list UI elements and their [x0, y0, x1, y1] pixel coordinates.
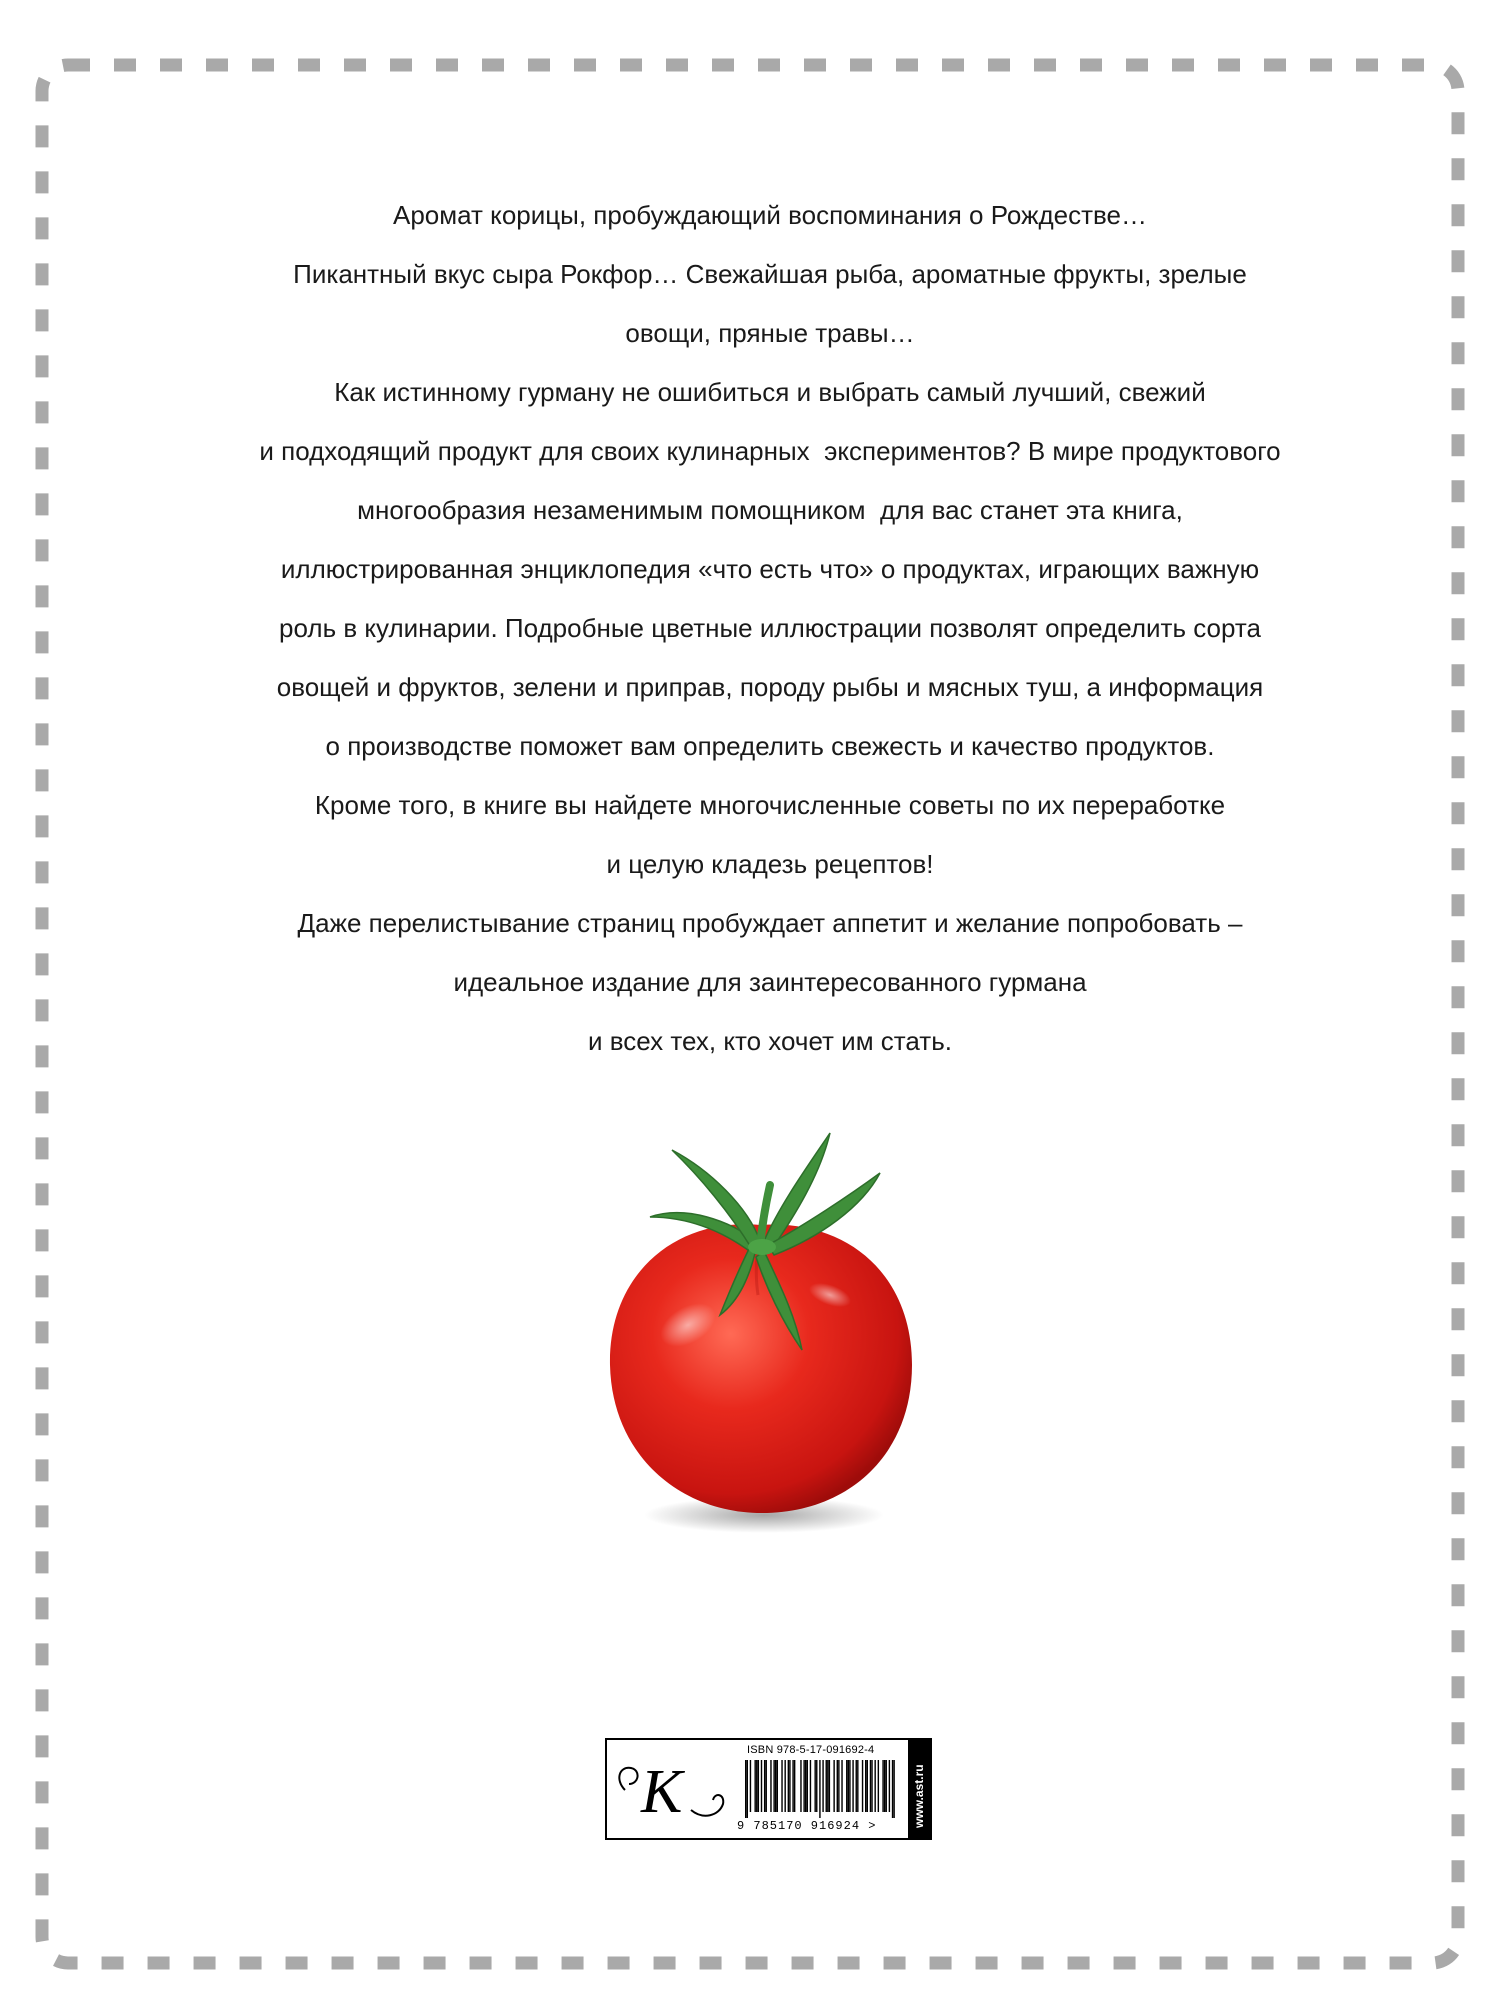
barcode-bar [837, 1760, 838, 1812]
blurb-line: и всех тех, кто хочет им стать. [588, 1026, 952, 1056]
barcode-bar [822, 1760, 823, 1812]
back-cover-blurb [190, 186, 1350, 1071]
barcode-bar [849, 1760, 850, 1812]
barcode-bar [871, 1760, 872, 1812]
barcode-bar [829, 1760, 830, 1812]
barcode-bars [745, 1760, 895, 1818]
blurb-line: и подходящий продукт для своих кулинарных экспериментов? В мире продуктового [259, 436, 1281, 466]
barcode-bar [892, 1760, 893, 1818]
barcode-bar [766, 1760, 767, 1812]
publisher-site-label: www.ast.ru [912, 1764, 926, 1828]
barcode-bar [878, 1760, 879, 1812]
barcode-bar [773, 1760, 774, 1812]
barcode-bar [882, 1760, 883, 1812]
barcode-bar [874, 1760, 875, 1812]
barcode-bar [770, 1760, 771, 1812]
barcode-bar [800, 1760, 801, 1812]
barcode-bar [807, 1760, 808, 1812]
barcode-bar [747, 1760, 748, 1818]
blurb-line: Кроме того, в книге вы найдете многочисленные советы по их переработке [314, 790, 1226, 820]
barcode-digits: 9 785170 916924 > [737, 1819, 877, 1833]
blurb-line: многообразия незаменимым помощником для вас станет эта книга, [357, 495, 1183, 525]
blurb-line: Даже перелистывание страниц пробуждает аппетит и желание попробовать – [297, 908, 1243, 938]
barcode-bar [826, 1760, 827, 1812]
barcode-bar [865, 1760, 866, 1812]
barcode-bar [764, 1760, 765, 1812]
barcode-bar [775, 1760, 776, 1812]
blurb-line: и целую кладезь рецептов! [606, 849, 934, 879]
barcode-bar [781, 1760, 782, 1812]
barcode-bar [819, 1760, 820, 1818]
barcode-bar [761, 1760, 762, 1812]
barcode-bar [792, 1760, 793, 1812]
barcode-bar [777, 1760, 778, 1812]
blurb-line: идеальное издание для заинтересованного гурмана [453, 967, 1087, 997]
barcode-bar [846, 1760, 847, 1812]
barcode-bar [884, 1760, 885, 1812]
barcode-bar [870, 1760, 871, 1812]
blurb-line: Аромат корицы, пробуждающий воспоминания о Рождестве… [393, 200, 1147, 230]
barcode-bar [838, 1760, 839, 1812]
barcode-bar [745, 1760, 746, 1818]
barcode-bar [886, 1760, 887, 1812]
barcode-bar [889, 1760, 890, 1812]
barcode-bar [758, 1760, 759, 1812]
barcode-bar [816, 1760, 817, 1812]
barcode-bar [750, 1760, 751, 1812]
blurb-line: овощей и фруктов, зелени и приправ, породу рыбы и мясных туш, а информация [276, 672, 1264, 702]
barcode-bar [810, 1760, 811, 1812]
barcode-bar [856, 1760, 857, 1812]
publisher-site-strip [908, 1740, 930, 1838]
publisher-k-logo-icon [611, 1746, 731, 1832]
barcode-bar [814, 1760, 815, 1812]
barcode-bar [857, 1760, 858, 1812]
barcode-bar [754, 1760, 755, 1812]
barcode-bar [784, 1760, 785, 1812]
barcode-bar [789, 1760, 790, 1812]
blurb-line: о производстве поможет вам определить свежесть и качество продуктов. [325, 731, 1215, 761]
blurb-line: роль в кулинарии. Подробные цветные иллюстрации позволят определить сорта [279, 613, 1261, 643]
barcode-bar [852, 1760, 853, 1812]
barcode-bar [833, 1760, 834, 1812]
publisher-logo-letter: K [641, 1758, 683, 1826]
barcode-bar [805, 1760, 806, 1812]
blurb-line: овощи, пряные травы… [625, 318, 915, 348]
barcode-bar [841, 1760, 842, 1812]
barcode-bar [803, 1760, 804, 1812]
barcode-bar [827, 1760, 828, 1812]
barcode-bar [893, 1760, 894, 1818]
barcode-block [605, 1738, 932, 1840]
blurb-line: иллюстрированная энциклопедия «что есть что» о продуктах, играющих важную [280, 554, 1260, 584]
isbn-label: ISBN 978-5-17-091692-4 [747, 1744, 875, 1756]
barcode-bar [867, 1760, 868, 1812]
barcode-bar [788, 1760, 789, 1812]
barcode-bar [756, 1760, 757, 1812]
blurb-line: Как истинному гурману не ошибиться и выбрать самый лучший, свежий [334, 377, 1206, 407]
barcode-bar [848, 1760, 849, 1812]
blurb-line: Пикантный вкус сыра Рокфор… Свежайшая рыба, ароматные фрукты, зрелые [293, 259, 1247, 289]
tomato-icon [580, 1125, 940, 1545]
barcode-bar [862, 1760, 863, 1812]
barcode-bar [794, 1760, 795, 1812]
